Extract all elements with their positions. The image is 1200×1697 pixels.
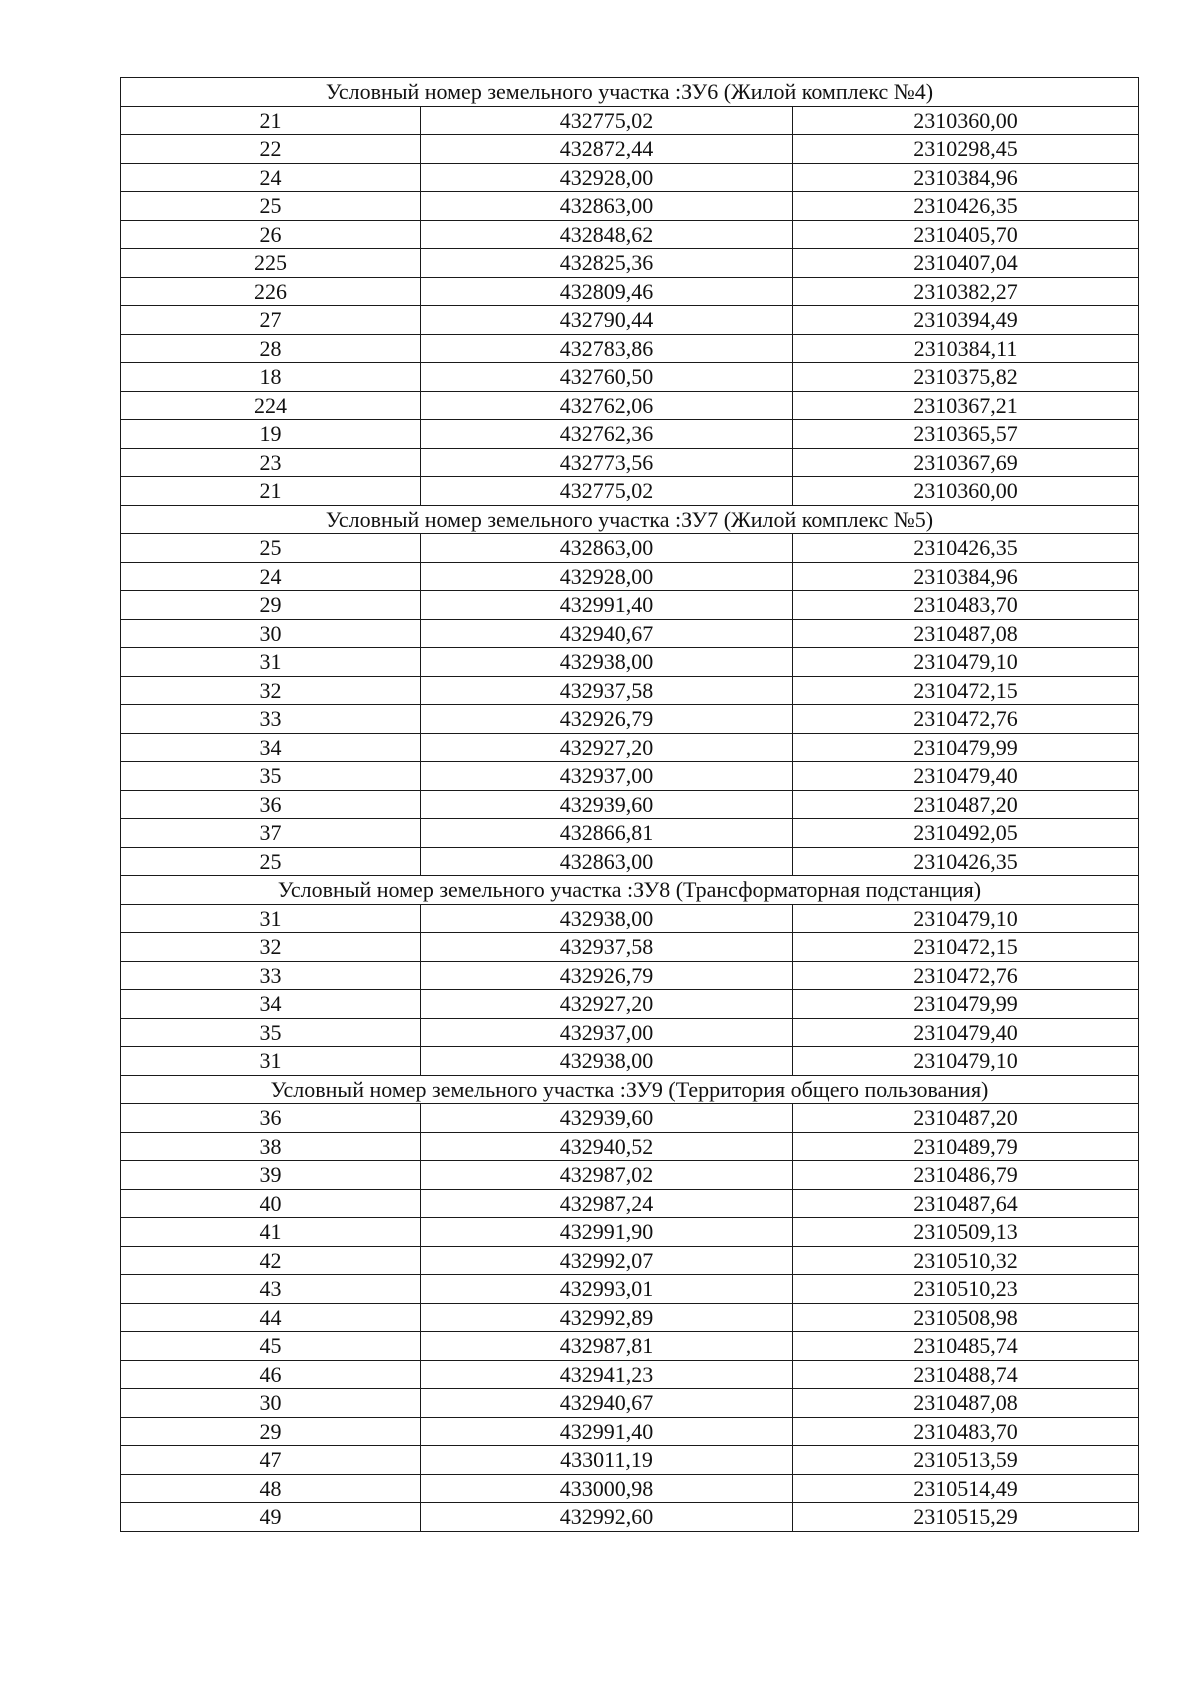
y-coordinate-cell: 2310513,59: [793, 1446, 1139, 1475]
point-number-cell: 38: [121, 1132, 421, 1161]
x-coordinate-cell: 432938,00: [421, 648, 793, 677]
table-row: [121, 334, 1139, 363]
section-header-row: [121, 78, 1139, 107]
point-number-cell: 34: [121, 990, 421, 1019]
point-number-cell: 35: [121, 1018, 421, 1047]
table-row: [121, 249, 1139, 278]
y-coordinate-cell: 2310488,74: [793, 1360, 1139, 1389]
x-coordinate-cell: 432928,00: [421, 562, 793, 591]
point-number-cell: 30: [121, 1389, 421, 1418]
table-row: [121, 1389, 1139, 1418]
x-coordinate-cell: 432825,36: [421, 249, 793, 278]
x-coordinate-cell: 432926,79: [421, 961, 793, 990]
x-coordinate-cell: 432937,00: [421, 762, 793, 791]
x-coordinate-cell: 432848,62: [421, 220, 793, 249]
x-coordinate-cell: 432775,02: [421, 106, 793, 135]
table-row: [121, 1503, 1139, 1532]
point-number-cell: 26: [121, 220, 421, 249]
table-row: [121, 1104, 1139, 1133]
point-number-cell: 23: [121, 448, 421, 477]
x-coordinate-cell: 432938,00: [421, 904, 793, 933]
y-coordinate-cell: 2310360,00: [793, 106, 1139, 135]
x-coordinate-cell: 432775,02: [421, 477, 793, 506]
y-coordinate-cell: 2310515,29: [793, 1503, 1139, 1532]
y-coordinate-cell: 2310367,69: [793, 448, 1139, 477]
table-row: [121, 648, 1139, 677]
point-number-cell: 37: [121, 819, 421, 848]
section-title: Условный номер земельного участка :ЗУ7 (Жилой комплекс №5): [121, 505, 1139, 534]
point-number-cell: 30: [121, 619, 421, 648]
x-coordinate-cell: 432866,81: [421, 819, 793, 848]
x-coordinate-cell: 432927,20: [421, 733, 793, 762]
y-coordinate-cell: 2310479,40: [793, 1018, 1139, 1047]
point-number-cell: 33: [121, 961, 421, 990]
y-coordinate-cell: 2310384,11: [793, 334, 1139, 363]
point-number-cell: 45: [121, 1332, 421, 1361]
table-row: [121, 1047, 1139, 1076]
table-row: [121, 1303, 1139, 1332]
y-coordinate-cell: 2310407,04: [793, 249, 1139, 278]
table-row: [121, 1474, 1139, 1503]
x-coordinate-cell: 432938,00: [421, 1047, 793, 1076]
x-coordinate-cell: 432939,60: [421, 790, 793, 819]
y-coordinate-cell: 2310472,15: [793, 676, 1139, 705]
table-row: [121, 1246, 1139, 1275]
point-number-cell: 31: [121, 904, 421, 933]
x-coordinate-cell: 432809,46: [421, 277, 793, 306]
table-row: [121, 391, 1139, 420]
point-number-cell: 42: [121, 1246, 421, 1275]
table-row: [121, 819, 1139, 848]
table-row: [121, 619, 1139, 648]
point-number-cell: 32: [121, 933, 421, 962]
point-number-cell: 29: [121, 1417, 421, 1446]
table-row: [121, 420, 1139, 449]
x-coordinate-cell: 432939,60: [421, 1104, 793, 1133]
y-coordinate-cell: 2310479,10: [793, 1047, 1139, 1076]
table-row: [121, 277, 1139, 306]
point-number-cell: 43: [121, 1275, 421, 1304]
y-coordinate-cell: 2310360,00: [793, 477, 1139, 506]
table-row: [121, 562, 1139, 591]
point-number-cell: 224: [121, 391, 421, 420]
x-coordinate-cell: 432872,44: [421, 135, 793, 164]
point-number-cell: 25: [121, 192, 421, 221]
y-coordinate-cell: 2310514,49: [793, 1474, 1139, 1503]
table-row: [121, 363, 1139, 392]
x-coordinate-cell: 433000,98: [421, 1474, 793, 1503]
table-row: [121, 762, 1139, 791]
y-coordinate-cell: 2310479,99: [793, 990, 1139, 1019]
section-header-row: [121, 1075, 1139, 1104]
x-coordinate-cell: 432940,52: [421, 1132, 793, 1161]
x-coordinate-cell: 432863,00: [421, 192, 793, 221]
x-coordinate-cell: 432993,01: [421, 1275, 793, 1304]
y-coordinate-cell: 2310510,32: [793, 1246, 1139, 1275]
x-coordinate-cell: 432937,58: [421, 933, 793, 962]
x-coordinate-cell: 432941,23: [421, 1360, 793, 1389]
y-coordinate-cell: 2310405,70: [793, 220, 1139, 249]
point-number-cell: 47: [121, 1446, 421, 1475]
y-coordinate-cell: 2310472,15: [793, 933, 1139, 962]
x-coordinate-cell: 432992,60: [421, 1503, 793, 1532]
table-row: [121, 534, 1139, 563]
x-coordinate-cell: 432927,20: [421, 990, 793, 1019]
point-number-cell: 18: [121, 363, 421, 392]
y-coordinate-cell: 2310487,64: [793, 1189, 1139, 1218]
table-row: [121, 106, 1139, 135]
x-coordinate-cell: 432987,02: [421, 1161, 793, 1190]
y-coordinate-cell: 2310487,20: [793, 790, 1139, 819]
table-row: [121, 591, 1139, 620]
point-number-cell: 36: [121, 790, 421, 819]
section-title: Условный номер земельного участка :ЗУ8 (Трансформаторная подстанция): [121, 876, 1139, 905]
y-coordinate-cell: 2310426,35: [793, 192, 1139, 221]
table-row: [121, 1275, 1139, 1304]
point-number-cell: 32: [121, 676, 421, 705]
x-coordinate-cell: 432992,89: [421, 1303, 793, 1332]
table-row: [121, 933, 1139, 962]
point-number-cell: 34: [121, 733, 421, 762]
table-row: [121, 1018, 1139, 1047]
table-row: [121, 448, 1139, 477]
x-coordinate-cell: 432783,86: [421, 334, 793, 363]
point-number-cell: 226: [121, 277, 421, 306]
y-coordinate-cell: 2310472,76: [793, 961, 1139, 990]
point-number-cell: 21: [121, 477, 421, 506]
y-coordinate-cell: 2310509,13: [793, 1218, 1139, 1247]
coordinates-table-body: [121, 78, 1139, 1532]
point-number-cell: 46: [121, 1360, 421, 1389]
x-coordinate-cell: 432760,50: [421, 363, 793, 392]
x-coordinate-cell: 432762,06: [421, 391, 793, 420]
y-coordinate-cell: 2310375,82: [793, 363, 1139, 392]
table-row: [121, 847, 1139, 876]
y-coordinate-cell: 2310426,35: [793, 847, 1139, 876]
y-coordinate-cell: 2310479,40: [793, 762, 1139, 791]
x-coordinate-cell: 432937,00: [421, 1018, 793, 1047]
table-row: [121, 192, 1139, 221]
y-coordinate-cell: 2310479,10: [793, 904, 1139, 933]
x-coordinate-cell: 432773,56: [421, 448, 793, 477]
table-row: [121, 705, 1139, 734]
y-coordinate-cell: 2310426,35: [793, 534, 1139, 563]
section-header-row: [121, 876, 1139, 905]
section-title: Условный номер земельного участка :ЗУ6 (Жилой комплекс №4): [121, 78, 1139, 107]
table-row: [121, 790, 1139, 819]
table-row: [121, 1161, 1139, 1190]
point-number-cell: 33: [121, 705, 421, 734]
table-row: [121, 306, 1139, 335]
x-coordinate-cell: 432937,58: [421, 676, 793, 705]
y-coordinate-cell: 2310472,76: [793, 705, 1139, 734]
y-coordinate-cell: 2310508,98: [793, 1303, 1139, 1332]
table-row: [121, 904, 1139, 933]
x-coordinate-cell: 432991,90: [421, 1218, 793, 1247]
x-coordinate-cell: 432991,40: [421, 1417, 793, 1446]
table-row: [121, 676, 1139, 705]
x-coordinate-cell: 432987,24: [421, 1189, 793, 1218]
point-number-cell: 35: [121, 762, 421, 791]
x-coordinate-cell: 432762,36: [421, 420, 793, 449]
y-coordinate-cell: 2310483,70: [793, 591, 1139, 620]
x-coordinate-cell: 432926,79: [421, 705, 793, 734]
y-coordinate-cell: 2310382,27: [793, 277, 1139, 306]
x-coordinate-cell: 432940,67: [421, 1389, 793, 1418]
table-row: [121, 1189, 1139, 1218]
y-coordinate-cell: 2310510,23: [793, 1275, 1139, 1304]
point-number-cell: 225: [121, 249, 421, 278]
point-number-cell: 22: [121, 135, 421, 164]
y-coordinate-cell: 2310492,05: [793, 819, 1139, 848]
y-coordinate-cell: 2310487,08: [793, 619, 1139, 648]
y-coordinate-cell: 2310365,57: [793, 420, 1139, 449]
y-coordinate-cell: 2310485,74: [793, 1332, 1139, 1361]
x-coordinate-cell: 432790,44: [421, 306, 793, 335]
y-coordinate-cell: 2310367,21: [793, 391, 1139, 420]
point-number-cell: 27: [121, 306, 421, 335]
point-number-cell: 39: [121, 1161, 421, 1190]
table-row: [121, 135, 1139, 164]
point-number-cell: 25: [121, 534, 421, 563]
y-coordinate-cell: 2310384,96: [793, 163, 1139, 192]
table-row: [121, 220, 1139, 249]
x-coordinate-cell: 433011,19: [421, 1446, 793, 1475]
point-number-cell: 40: [121, 1189, 421, 1218]
table-row: [121, 1332, 1139, 1361]
x-coordinate-cell: 432992,07: [421, 1246, 793, 1275]
point-number-cell: 36: [121, 1104, 421, 1133]
y-coordinate-cell: 2310486,79: [793, 1161, 1139, 1190]
table-row: [121, 1446, 1139, 1475]
point-number-cell: 48: [121, 1474, 421, 1503]
point-number-cell: 19: [121, 420, 421, 449]
coordinates-table: [120, 77, 1139, 1532]
table-row: [121, 990, 1139, 1019]
y-coordinate-cell: 2310489,79: [793, 1132, 1139, 1161]
point-number-cell: 29: [121, 591, 421, 620]
point-number-cell: 31: [121, 648, 421, 677]
y-coordinate-cell: 2310483,70: [793, 1417, 1139, 1446]
point-number-cell: 24: [121, 562, 421, 591]
table-row: [121, 733, 1139, 762]
point-number-cell: 21: [121, 106, 421, 135]
y-coordinate-cell: 2310487,20: [793, 1104, 1139, 1133]
point-number-cell: 28: [121, 334, 421, 363]
y-coordinate-cell: 2310479,99: [793, 733, 1139, 762]
point-number-cell: 41: [121, 1218, 421, 1247]
x-coordinate-cell: 432863,00: [421, 534, 793, 563]
table-row: [121, 1132, 1139, 1161]
y-coordinate-cell: 2310479,10: [793, 648, 1139, 677]
y-coordinate-cell: 2310384,96: [793, 562, 1139, 591]
y-coordinate-cell: 2310487,08: [793, 1389, 1139, 1418]
point-number-cell: 31: [121, 1047, 421, 1076]
point-number-cell: 25: [121, 847, 421, 876]
table-row: [121, 961, 1139, 990]
table-row: [121, 163, 1139, 192]
table-row: [121, 477, 1139, 506]
x-coordinate-cell: 432987,81: [421, 1332, 793, 1361]
x-coordinate-cell: 432940,67: [421, 619, 793, 648]
table-row: [121, 1417, 1139, 1446]
point-number-cell: 49: [121, 1503, 421, 1532]
x-coordinate-cell: 432991,40: [421, 591, 793, 620]
y-coordinate-cell: 2310394,49: [793, 306, 1139, 335]
y-coordinate-cell: 2310298,45: [793, 135, 1139, 164]
x-coordinate-cell: 432928,00: [421, 163, 793, 192]
point-number-cell: 44: [121, 1303, 421, 1332]
point-number-cell: 24: [121, 163, 421, 192]
section-header-row: [121, 505, 1139, 534]
table-row: [121, 1360, 1139, 1389]
table-row: [121, 1218, 1139, 1247]
section-title: Условный номер земельного участка :ЗУ9 (Территория общего пользования): [121, 1075, 1139, 1104]
x-coordinate-cell: 432863,00: [421, 847, 793, 876]
